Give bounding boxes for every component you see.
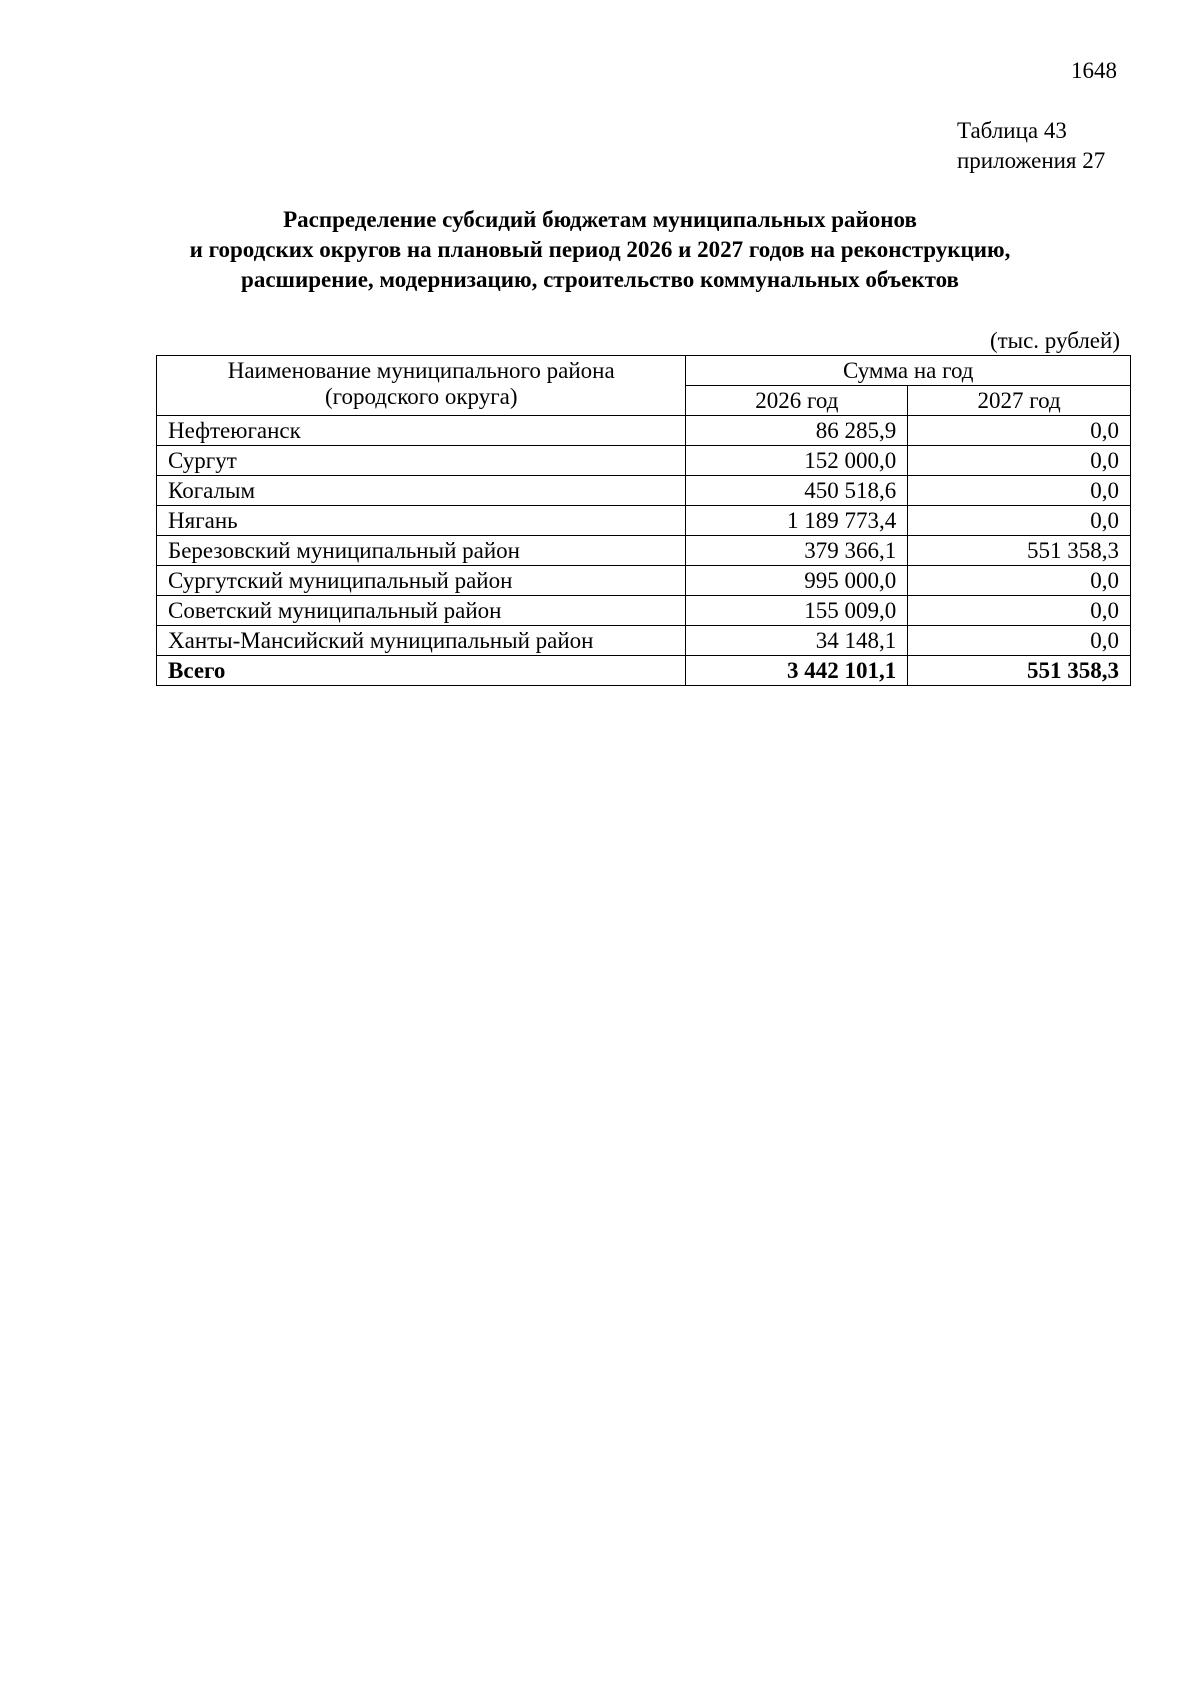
cell-2026: 86 285,9 <box>686 416 908 446</box>
table-row <box>157 416 1131 446</box>
header-municipality-name <box>157 356 686 416</box>
header-name-line-1: Наименование муниципального района <box>227 358 615 383</box>
cell-2027: 0,0 <box>908 596 1131 626</box>
cell-2027: 0,0 <box>908 446 1131 476</box>
document-title <box>0 205 1200 295</box>
cell-2026: 1 189 773,4 <box>686 506 908 536</box>
table-row <box>157 476 1131 506</box>
cell-name: Сургутский муниципальный район <box>157 566 686 596</box>
cell-2026: 450 518,6 <box>686 476 908 506</box>
cell-2027: 0,0 <box>908 476 1131 506</box>
cell-name: Когалым <box>157 476 686 506</box>
cell-2027: 0,0 <box>908 626 1131 656</box>
table-reference <box>957 116 1105 176</box>
table-header-row <box>157 356 1131 386</box>
header-sum-per-year: Сумма на год <box>686 356 1131 386</box>
cell-name: Ханты-Мансийский муниципальный район <box>157 626 686 656</box>
cell-2027: 0,0 <box>908 566 1131 596</box>
cell-2026: 34 148,1 <box>686 626 908 656</box>
cell-2026: 152 000,0 <box>686 446 908 476</box>
units-note: (тыс. рублей) <box>989 328 1120 353</box>
header-year-2026: 2026 год <box>686 386 908 416</box>
total-label: Всего <box>157 656 686 686</box>
table-row <box>157 536 1131 566</box>
cell-2026: 379 366,1 <box>686 536 908 566</box>
cell-2027: 0,0 <box>908 416 1131 446</box>
header-name-line-2: (городского округа) <box>324 384 518 409</box>
total-2026: 3 442 101,1 <box>686 656 908 686</box>
table-total-row <box>157 656 1131 686</box>
title-line-2: и городских округов на плановый период 2026 и 2027 годов на реконструкцию, <box>189 237 1011 262</box>
cell-name: Нягань <box>157 506 686 536</box>
cell-2026: 155 009,0 <box>686 596 908 626</box>
header-year-2027: 2027 год <box>908 386 1131 416</box>
cell-name: Советский муниципальный район <box>157 596 686 626</box>
cell-2027: 551 358,3 <box>908 536 1131 566</box>
table-row <box>157 446 1131 476</box>
table-row <box>157 506 1131 536</box>
cell-name: Сургут <box>157 446 686 476</box>
title-line-3: расширение, модернизацию, строительство коммунальных объектов <box>241 267 959 292</box>
title-line-1: Распределение субсидий бюджетам муниципальных районов <box>283 207 917 232</box>
table-row <box>157 626 1131 656</box>
table-reference-line-2: приложения 27 <box>957 148 1106 173</box>
table-reference-line-1: Таблица 43 <box>957 118 1067 143</box>
table-row <box>157 596 1131 626</box>
distribution-table <box>156 355 1131 686</box>
cell-2027: 0,0 <box>908 506 1131 536</box>
total-2027: 551 358,3 <box>908 656 1131 686</box>
cell-name: Нефтеюганск <box>157 416 686 446</box>
page-number: 1648 <box>1071 58 1117 83</box>
table-row <box>157 566 1131 596</box>
cell-2026: 995 000,0 <box>686 566 908 596</box>
cell-name: Березовский муниципальный район <box>157 536 686 566</box>
